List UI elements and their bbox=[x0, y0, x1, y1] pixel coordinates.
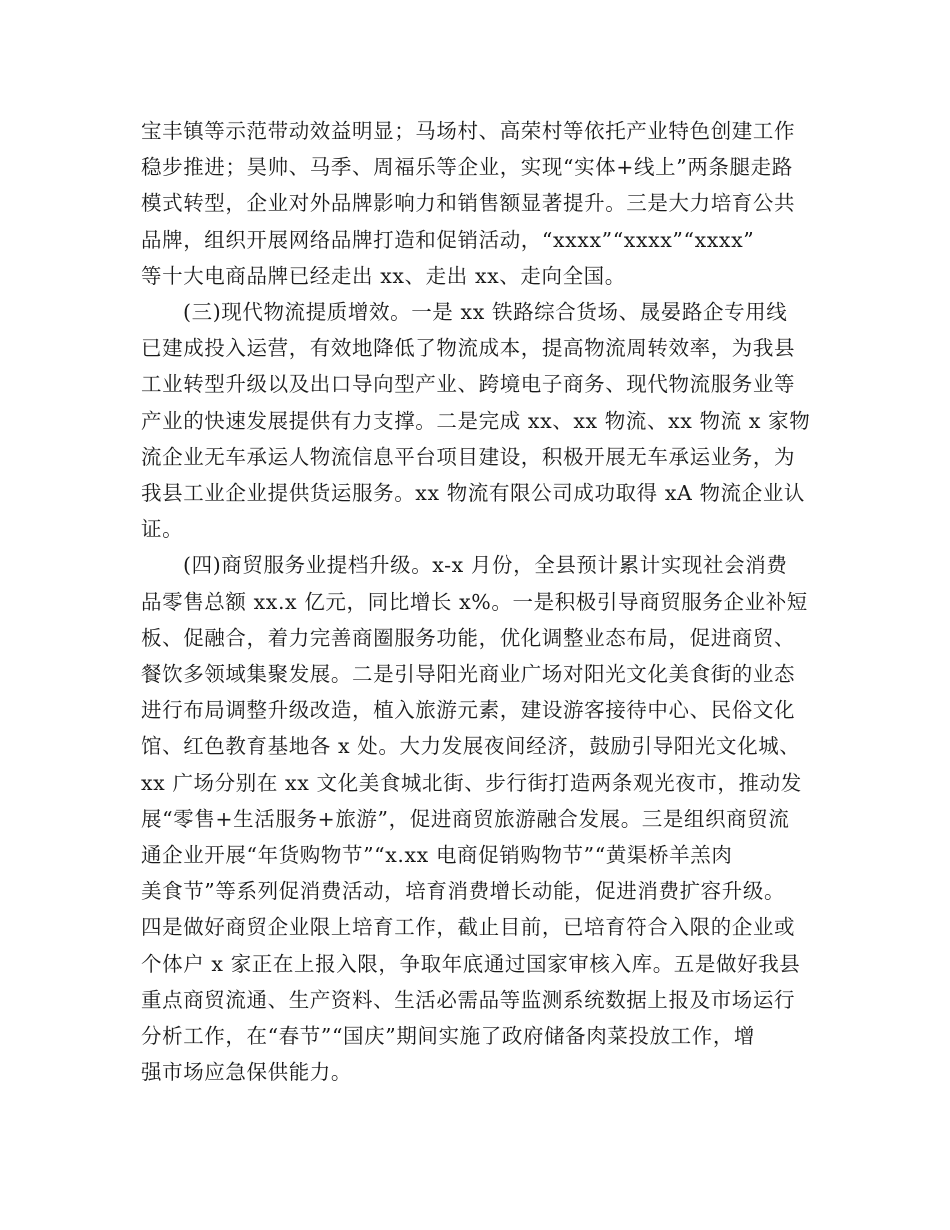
text-line: 四是做好商贸企业限上培育工作，截止目前，已培育符合入限的企业或 bbox=[141, 915, 796, 940]
text-line: 强市场应急保供能力。 bbox=[141, 1060, 352, 1085]
paragraph bbox=[141, 113, 816, 294]
text-line: 工业转型升级以及出口导向型产业、跨境电子商务、现代物流服务业等 bbox=[141, 372, 796, 397]
text-line: 我县工业企业提供货运服务。xx 物流有限公司成功取得 xA 物流企业认 bbox=[141, 481, 806, 506]
text-line: 分析工作，在“春节”“国庆”期间实施了政府储备肉菜投放工作，增 bbox=[141, 1024, 756, 1049]
text-line: 品零售总额 xx.x 亿元，同比增长 x%。一是积极引导商贸服务企业补短 bbox=[141, 589, 808, 614]
text-line: 个体户 x 家正在上报入限，争取年底通过国家审核入库。五是做好我县 bbox=[141, 951, 801, 976]
text-line: 馆、红色教育基地各 x 处。大力发展夜间经济，鼓励引导阳光文化城、 bbox=[141, 734, 801, 759]
text-line: (四)商贸服务业提档升级。x-x 月份，全县预计累计实现社会消费 bbox=[183, 553, 788, 578]
text-line: 已建成投入运营，有效地降低了物流成本，提高物流周转效率，为我县 bbox=[141, 336, 796, 361]
text-line: 进行布局调整升级改造，植入旅游元素，建设游客接待中心、民俗文化 bbox=[141, 698, 796, 723]
document-body bbox=[141, 113, 816, 1090]
text-line: 产业的快速发展提供有力支撑。二是完成 xx、xx 物流、xx 物流 x 家物 bbox=[141, 408, 811, 433]
text-line: 展“零售+生活服务+旅游”，促进商贸旅游融合发展。三是组织商贸流 bbox=[141, 806, 790, 831]
text-line: 餐饮多领域集聚发展。二是引导阳光商业广场对阳光文化美食街的业态 bbox=[141, 662, 796, 687]
paragraph bbox=[141, 547, 816, 1090]
text-line: (三)现代物流提质增效。一是 xx 铁路综合货场、晟晏路企专用线 bbox=[183, 300, 788, 325]
text-line: 模式转型，企业对外品牌影响力和销售额显著提升。三是大力培育公共 bbox=[141, 191, 796, 216]
text-line: 通企业开展“年货购物节”“x.xx 电商促销购物节”“黄渠桥羊羔肉 bbox=[141, 843, 733, 868]
paragraph bbox=[141, 294, 816, 547]
text-line: 宝丰镇等示范带动效益明显；马场村、高荣村等依托产业特色创建工作 bbox=[141, 119, 796, 143]
text-line: 稳步推进；昊帅、马季、周福乐等企业，实现“实体+线上”两条腿走路 bbox=[141, 155, 793, 180]
text-line: 等十大电商品牌已经走出 xx、走出 xx、走向全国。 bbox=[141, 263, 626, 288]
text-line: 重点商贸流通、生产资料、生活必需品等监测系统数据上报及市场运行 bbox=[141, 987, 796, 1012]
text-line: 流企业无车承运人物流信息平台项目建设，积极开展无车承运业务，为 bbox=[141, 444, 796, 469]
text-line: 板、促融合，着力完善商圈服务功能，优化调整业态布局，促进商贸、 bbox=[141, 625, 796, 650]
text-line: 证。 bbox=[141, 517, 184, 542]
text-line: xx 广场分别在 xx 文化美食城北街、步行街打造两条观光夜市，推动发 bbox=[141, 770, 802, 795]
text-line: 美食节”等系列促消费活动，培育消费增长动能，促进消费扩容升级。 bbox=[141, 879, 786, 904]
text-line: 品牌，组织开展网络品牌打造和促销活动，“xxxx”“xxxx”“xxxx” bbox=[141, 227, 755, 252]
document-page bbox=[141, 113, 816, 1090]
